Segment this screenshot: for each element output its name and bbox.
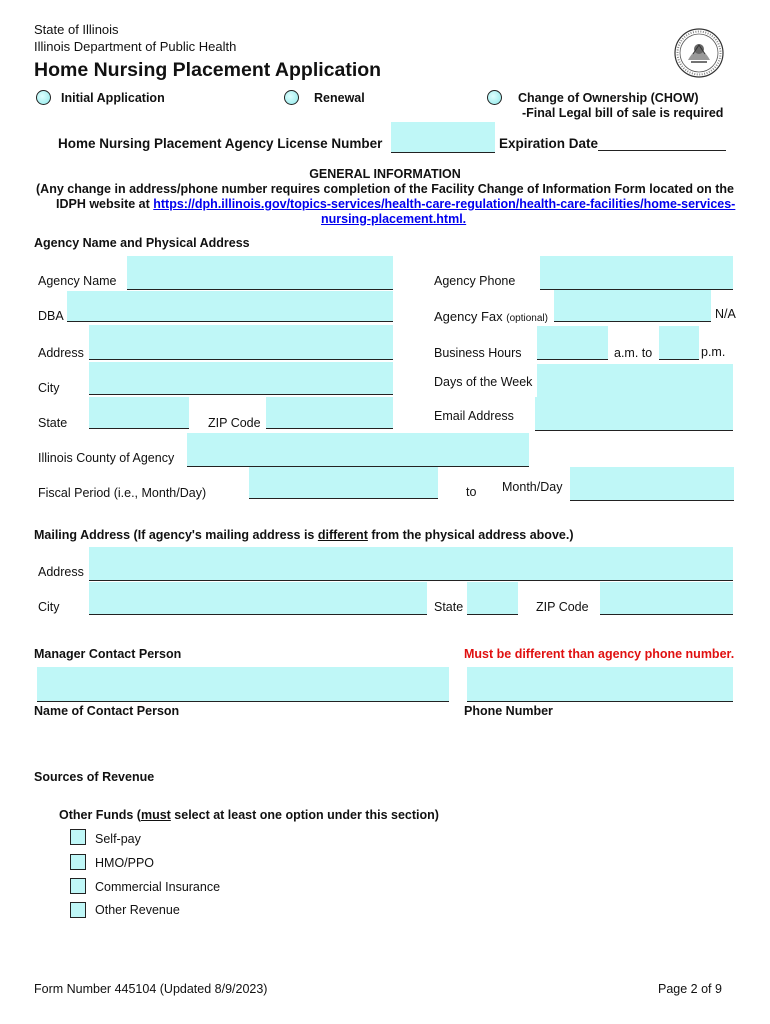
agency-name-label: Agency Name [38,274,117,288]
phone-warning-text: Must be different than agency phone number. [464,647,735,661]
mailing-address-label: Address [38,565,84,579]
pm-label: p.m. [701,345,726,359]
general-info-line1: (Any change in address/phone number requires completion of the Facility Change of Information Form located on the [36,182,734,196]
physical-address-section-label: Agency Name and Physical Address [34,236,250,250]
revenue-option-label: Self-pay [95,832,141,846]
state-seal-icon [674,28,724,78]
mailing-label-part2: from the physical address above.) [367,528,574,542]
revenue-option-label: HMO/PPO [95,856,155,870]
idph-link-part2[interactable]: nursing-placement.html. [321,212,467,226]
renewal-label: Renewal [314,91,365,105]
agency-fax-text: Agency Fax [434,309,503,324]
agency-fax-input[interactable] [554,290,711,322]
chow-note: -Final Legal bill of sale is required [522,106,724,120]
state-name: State of Illinois [34,22,119,37]
mailing-address-input[interactable] [89,547,733,581]
other-funds-part2: select at least one option under this section) [170,808,439,822]
fiscal-period-label: Fiscal Period (i.e., Month/Day) [38,486,207,500]
chow-label: Change of Ownership (CHOW) [518,91,699,105]
mailing-city-input[interactable] [89,582,427,615]
email-label: Email Address [434,409,514,423]
mailing-state-label: State [434,600,464,614]
expiration-date-input[interactable] [598,150,726,151]
contact-name-input[interactable] [37,667,449,702]
am-to-label: a.m. to [614,346,653,360]
other-funds-part1: Other Funds ( [59,808,141,822]
mailing-label-part1: Mailing Address (If agency's mailing address is [34,528,318,542]
fiscal-period-end-input[interactable] [570,467,734,501]
business-hours-close-input[interactable] [659,326,699,360]
page-title: Home Nursing Placement Application [34,59,382,81]
general-info-prefix: IDPH website at [56,197,154,211]
mailing-section-label [34,528,573,542]
email-input[interactable] [535,397,733,431]
other-funds-label [59,808,439,822]
county-input[interactable] [187,433,529,467]
fiscal-period-start-input[interactable] [249,467,438,499]
days-of-week-label: Days of the Week [434,375,533,389]
city-label: City [38,381,60,395]
mailing-zip-label: ZIP Code [536,600,589,614]
idph-link-part1[interactable]: https://dph.illinois.gov/topics-services/health-care-regulation/health-care-facilities/home-services- [153,197,736,211]
contact-phone-label: Phone Number [464,704,553,718]
license-number-label: Home Nursing Placement Agency License Number [58,136,383,151]
other-revenue-checkbox[interactable] [70,902,86,918]
manager-section-label: Manager Contact Person [34,647,182,661]
address-input[interactable] [89,325,393,360]
other-funds-must: must [140,808,171,822]
initial-application-label: Initial Application [61,91,165,105]
fiscal-to-label: to [466,485,477,499]
agency-name-input[interactable] [127,256,393,290]
city-input[interactable] [89,362,393,395]
dba-input[interactable] [67,291,393,322]
license-number-input[interactable] [391,122,495,153]
agency-fax-label [434,309,548,324]
month-day-label: Month/Day [502,480,563,494]
page-number: Page 2 of 9 [658,982,722,996]
general-info-line2 [56,197,735,211]
commercial-insurance-checkbox[interactable] [70,878,86,894]
state-input[interactable] [89,397,189,429]
revenue-option-label: Commercial Insurance [95,880,221,894]
hmo-ppo-checkbox[interactable] [70,854,86,870]
general-info-heading: GENERAL INFORMATION [309,167,461,181]
chow-radio[interactable] [487,90,502,105]
form-number: Form Number 445104 (Updated 8/9/2023) [34,982,268,996]
mailing-city-label: City [38,600,60,614]
agency-phone-input[interactable] [540,256,733,290]
revenue-option-label: Other Revenue [95,903,180,917]
state-label: State [38,416,68,430]
mailing-label-different: different [317,528,368,542]
business-hours-label: Business Hours [434,346,522,360]
fax-na-label: N/A [715,307,736,321]
department-name: Illinois Department of Public Health [34,39,237,54]
zip-input[interactable] [266,397,393,429]
mailing-state-input[interactable] [467,582,518,615]
expiration-date-label: Expiration Date [499,136,599,151]
revenue-section-label: Sources of Revenue [34,770,155,784]
days-of-week-input[interactable] [537,364,733,399]
self-pay-checkbox[interactable] [70,829,86,845]
contact-phone-input[interactable] [467,667,733,702]
agency-fax-optional: (optional) [506,313,548,324]
business-hours-open-input[interactable] [537,326,608,360]
contact-name-label: Name of Contact Person [34,704,180,718]
zip-label: ZIP Code [208,416,261,430]
mailing-zip-input[interactable] [600,582,733,615]
address-label: Address [38,346,84,360]
county-label: Illinois County of Agency [38,451,175,465]
agency-phone-label: Agency Phone [434,274,516,288]
dba-label: DBA [38,309,64,323]
initial-application-radio[interactable] [36,90,51,105]
renewal-radio[interactable] [284,90,299,105]
